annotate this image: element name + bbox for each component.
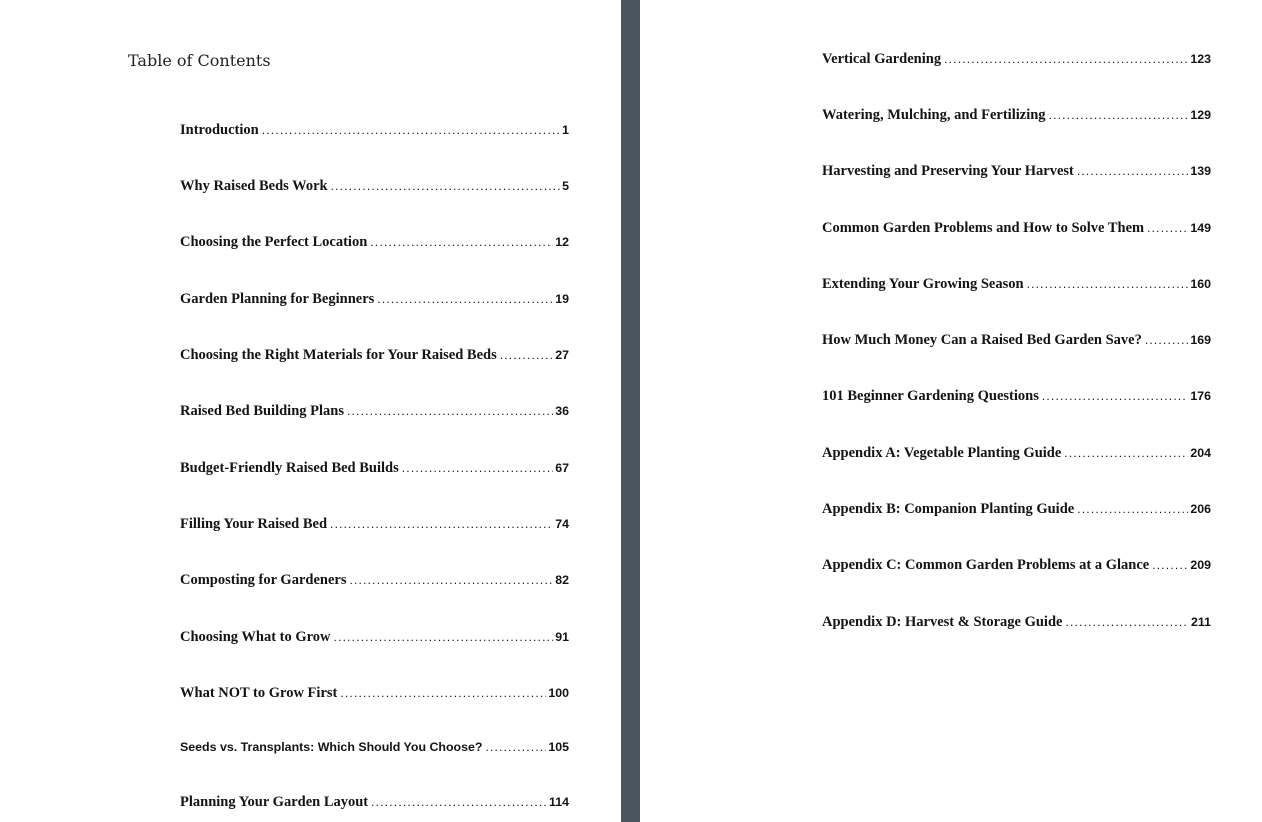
- toc-entry[interactable]: [822, 276, 1211, 298]
- toc-entry[interactable]: [822, 163, 1211, 185]
- toc-entry-page: 114: [549, 795, 569, 809]
- toc-entry[interactable]: [180, 291, 569, 313]
- toc-entry[interactable]: [180, 122, 569, 144]
- toc-entry-page: 82: [555, 573, 569, 587]
- toc-entry[interactable]: [822, 557, 1211, 579]
- toc-entry-label: Appendix D: Harvest & Storage Guide: [822, 614, 1063, 630]
- toc-entry[interactable]: [822, 445, 1211, 467]
- toc-entry-label: Seeds vs. Transplants: Which Should You Choose?: [180, 740, 483, 754]
- dot-leader: [349, 573, 553, 587]
- toc-entry-label: Watering, Mulching, and Fertilizing: [822, 107, 1046, 123]
- toc-entry[interactable]: [822, 388, 1211, 410]
- toc-entry-page: 74: [555, 517, 569, 531]
- toc-entry[interactable]: [180, 740, 569, 762]
- toc-entry-page: 36: [555, 404, 569, 418]
- dot-leader: [1077, 164, 1188, 178]
- dot-leader: [1152, 558, 1188, 572]
- page-gutter: [621, 0, 640, 822]
- toc-title: Table of Contents: [128, 51, 271, 70]
- toc-entry-page: 129: [1190, 108, 1211, 122]
- dot-leader: [377, 292, 553, 306]
- toc-entry-page: 105: [548, 740, 569, 754]
- toc-entry[interactable]: [822, 220, 1211, 242]
- dot-leader: [340, 686, 546, 700]
- toc-entry-label: Vertical Gardening: [822, 51, 942, 67]
- toc-entry[interactable]: [180, 516, 569, 538]
- dot-leader: [402, 461, 553, 475]
- toc-entry-page: 149: [1190, 221, 1211, 235]
- dot-leader: [1077, 502, 1188, 516]
- toc-entry[interactable]: [180, 234, 569, 256]
- toc-entry[interactable]: [180, 178, 569, 200]
- toc-entry-page: 91: [555, 630, 569, 644]
- toc-entry[interactable]: [180, 460, 569, 482]
- dot-leader: [1147, 221, 1188, 235]
- dot-leader: [1145, 333, 1188, 347]
- dot-leader: [1027, 277, 1189, 291]
- toc-entry-label: Garden Planning for Beginners: [180, 291, 375, 307]
- toc-entry-page: 204: [1190, 446, 1211, 460]
- toc-entry-page: 206: [1190, 502, 1211, 516]
- toc-entry-page: 67: [555, 461, 569, 475]
- toc-entry-page: 139: [1190, 164, 1211, 178]
- toc-entry-label: Planning Your Garden Layout: [180, 794, 369, 810]
- toc-entry-page: 100: [548, 686, 569, 700]
- dot-leader: [1049, 108, 1189, 122]
- toc-entry-page: 1: [562, 123, 569, 137]
- toc-entry[interactable]: [822, 107, 1211, 129]
- toc-entry-label: Composting for Gardeners: [180, 572, 347, 588]
- dot-leader: [500, 348, 553, 362]
- toc-entry-label: Why Raised Beds Work: [180, 178, 328, 194]
- toc-entry-page: 27: [555, 348, 569, 362]
- toc-entry[interactable]: [822, 51, 1211, 73]
- toc-entry-page: 209: [1190, 558, 1211, 572]
- toc-entry-label: Appendix A: Vegetable Planting Guide: [822, 445, 1062, 461]
- dot-leader: [1042, 389, 1188, 403]
- toc-entry-label: How Much Money Can a Raised Bed Garden Save?: [822, 332, 1142, 348]
- toc-entry-label: Choosing the Right Materials for Your Raised Beds: [180, 347, 497, 363]
- dot-leader: [334, 630, 554, 644]
- toc-entry-label: Appendix C: Common Garden Problems at a Glance: [822, 557, 1150, 573]
- dot-leader: [371, 795, 547, 809]
- toc-entry[interactable]: [822, 332, 1211, 354]
- toc-entry-label: Raised Bed Building Plans: [180, 403, 344, 419]
- dot-leader: [1065, 615, 1189, 629]
- toc-entry-label: Appendix B: Companion Planting Guide: [822, 501, 1075, 517]
- toc-entry[interactable]: [180, 572, 569, 594]
- toc-entry-label: Filling Your Raised Bed: [180, 516, 328, 532]
- toc-entry[interactable]: [822, 501, 1211, 523]
- dot-leader: [347, 404, 553, 418]
- dot-leader: [330, 517, 553, 531]
- toc-entry-label: Budget-Friendly Raised Bed Builds: [180, 460, 399, 476]
- toc-entry-page: 176: [1190, 389, 1211, 403]
- toc-entry-label: Choosing What to Grow: [180, 629, 331, 645]
- toc-entry-label: What NOT to Grow First: [180, 685, 338, 701]
- right-page: [640, 0, 1262, 822]
- toc-entry-page: 19: [555, 292, 569, 306]
- toc-entry-label: Common Garden Problems and How to Solve Them: [822, 220, 1145, 236]
- toc-entry-page: 12: [555, 235, 569, 249]
- toc-entry[interactable]: [180, 403, 569, 425]
- toc-entry[interactable]: [180, 347, 569, 369]
- toc-entry[interactable]: [822, 614, 1211, 636]
- toc-entry-page: 211: [1191, 615, 1211, 629]
- toc-entry-label: Choosing the Perfect Location: [180, 234, 368, 250]
- toc-entry-label: Introduction: [180, 122, 259, 138]
- toc-entry-label: Harvesting and Preserving Your Harvest: [822, 163, 1074, 179]
- left-page: [0, 0, 621, 822]
- dot-leader: [370, 235, 553, 249]
- toc-entry-page: 5: [562, 179, 569, 193]
- toc-entry-label: 101 Beginner Gardening Questions: [822, 388, 1039, 404]
- dot-leader: [331, 179, 561, 193]
- toc-entry[interactable]: [180, 629, 569, 651]
- dot-leader: [485, 740, 546, 754]
- toc-entry-page: 169: [1190, 333, 1211, 347]
- toc-entry-label: Extending Your Growing Season: [822, 276, 1024, 292]
- dot-leader: [262, 123, 560, 137]
- toc-entry[interactable]: [180, 685, 569, 707]
- dot-leader: [1064, 446, 1188, 460]
- toc-entry-page: 123: [1190, 52, 1211, 66]
- toc-entry-page: 160: [1190, 277, 1211, 291]
- toc-entry[interactable]: [180, 794, 569, 816]
- dot-leader: [944, 52, 1188, 66]
